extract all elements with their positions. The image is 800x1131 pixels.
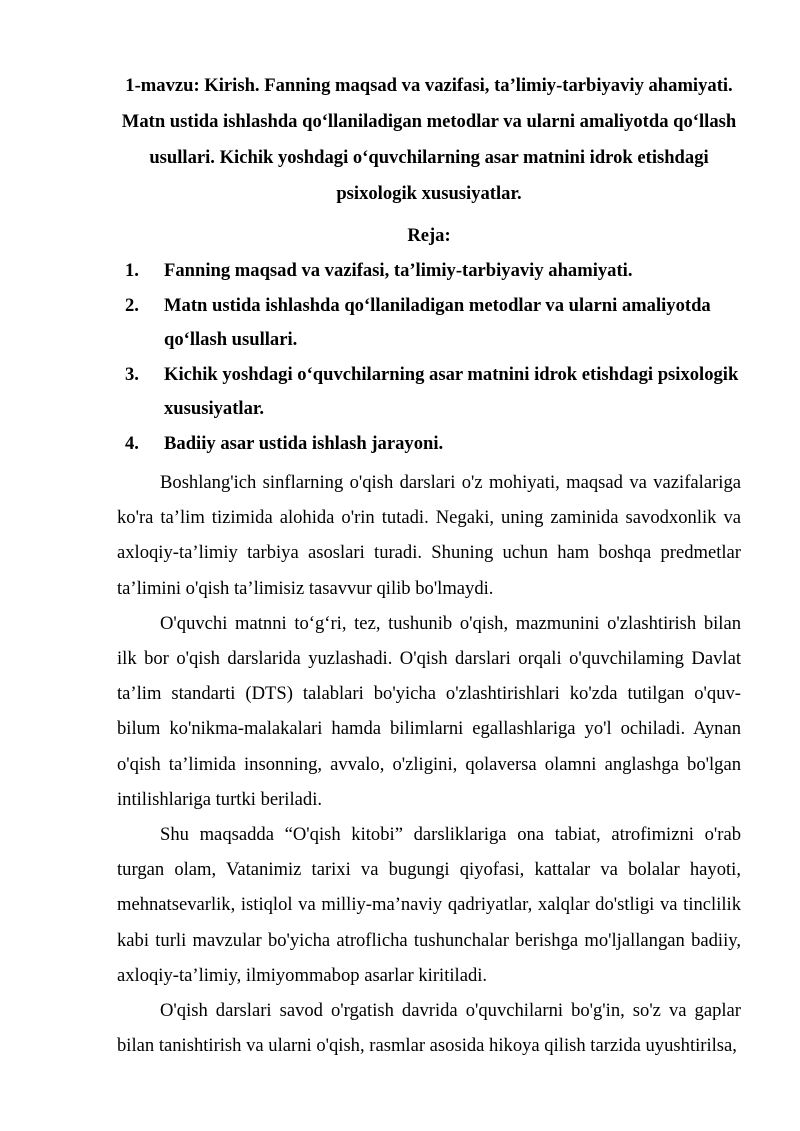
plan-item-text: Fanning maqsad va vazifasi, ta’limiy-tarbiyaviy ahamiyati. bbox=[164, 260, 633, 281]
plan-heading: Reja: bbox=[407, 225, 451, 246]
paragraph: O'qish darslari savod o'rgatish davrida o'quvchilarni bo'g'in, so'z va gaplar bilan tanishtirish va ularni o'qish, rasmlar asosida hikoya qilish tarzida uyushtirilsa, bbox=[117, 1000, 741, 1057]
plan-item-text: Badiiy asar ustida ishlash jarayoni. bbox=[164, 432, 444, 454]
lesson-title: 1-mavzu: Kirish. Fanning maqsad va vazifasi, ta’limiy-tarbiyaviy ahamiyati. Matn ustida ishlashda qo‘llaniladigan metodlar va ularni amaliyotda qo‘llash usullari. Kichik yoshdagi o‘quvchilarning asar matnini idrok etishdagi psixologik xususiyatlar. bbox=[121, 75, 737, 204]
plan-item-number: 3. bbox=[125, 363, 139, 385]
plan-item bbox=[117, 289, 741, 358]
plan-item-text: Kichik yoshdagi o‘quvchilarning asar matnini idrok etishdagi psixologik xususiyatlar. bbox=[164, 363, 739, 419]
plan-item-text: Matn ustida ishlashda qo‘llaniladigan metodlar va ularni amaliyotda qo‘llash usullari. bbox=[164, 294, 711, 350]
plan-item-number: 4. bbox=[125, 432, 139, 454]
plan-item bbox=[117, 358, 741, 427]
body-text bbox=[117, 465, 741, 1063]
document-page bbox=[117, 68, 741, 1063]
paragraph: Boshlang'ich sinflarning o'qish darslari o'z mohiyati, maqsad va vazifalariga ko'ra ta’lim tizimida alohida o'rin tutadi. Negaki, uning zaminida savodxonlik va axloqiy-ta’limiy tarbiya asoslari turadi. Shuning uchun ham boshqa predmetlar ta’limini o'qish ta’limisiz tasavvur qilib bo'lmaydi. bbox=[117, 472, 741, 599]
plan-list bbox=[117, 254, 741, 461]
plan-item bbox=[117, 254, 741, 289]
paragraph: O'quvchi matnni to‘g‘ri, tez, tushunib o'qish, mazmunini o'zlashtirish bilan ilk bor o'qish darslarida yuzlashadi. O'qish darslari orqali o'quvchilaming Davlat ta’lim standarti (DTS) talablari bo'yicha o'zlashtirishlari ko'zda tutilgan o'quv-bilum ko'nikma-malakalari hamda bilimlarni egallashlariga yo'l ochiladi. Aynan o'qish ta’limida insonning, avvalo, o'zligini, qolaversa olamni anglashga bo'lgan intilishlariga turtki beriladi. bbox=[117, 612, 741, 810]
plan-item-number: 1. bbox=[125, 260, 139, 281]
paragraph: Shu maqsadda “O'qish kitobi” darsliklariga ona tabiat, atrofimizni o'rab turgan olam, Vatanimiz tarixi va bugungi qiyofasi, kattalar va bolalar hayoti, mehnatsevarlik, istiqlol va milliy-ma’naviy qadriyatlar, xalqlar do'stligi va tinclilik kabi turli mavzular bo'yicha atroflicha tushunchalar berishga mo'ljallangan badiiy, axloqiy-ta’limiy, ilmiyommabop asarlar kiritiladi. bbox=[117, 824, 741, 986]
plan-item bbox=[117, 427, 741, 462]
plan-item-number: 2. bbox=[125, 294, 139, 316]
